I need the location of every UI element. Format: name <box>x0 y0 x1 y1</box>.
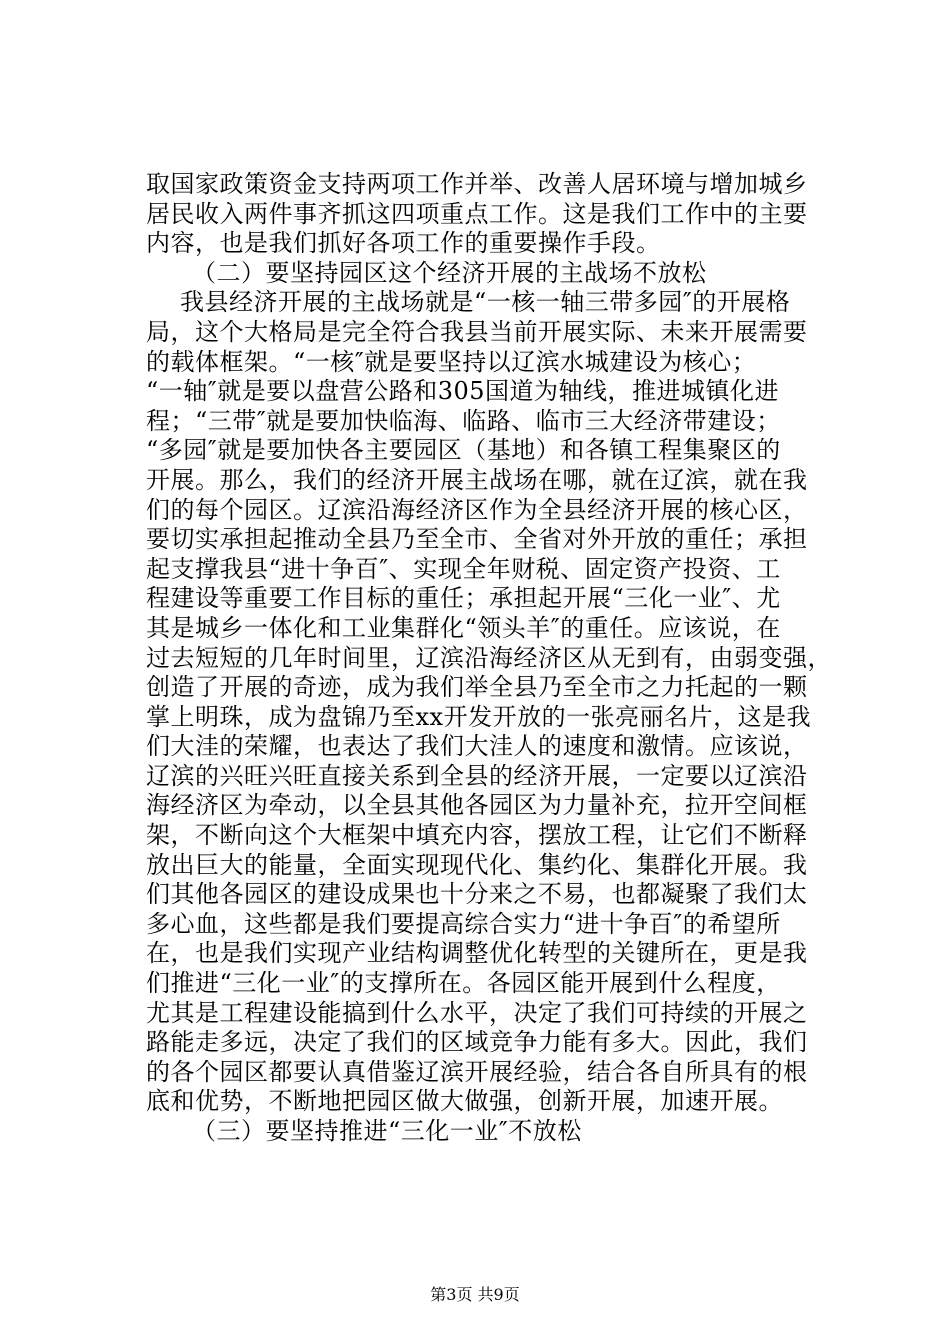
body-text-line: 取国家政策资金支持两项工作并举、改善人居环境与增加城乡 <box>146 170 808 198</box>
page-footer: 第3页 共9页 <box>430 1285 520 1304</box>
section-heading: （二）要坚持园区这个经济开展的主战场不放松 <box>192 258 707 287</box>
body-text-line: 在，也是我们实现产业结构调整优化转型的关键所在，更是我 <box>146 939 808 968</box>
body-text-line: 起支撑我县“进十争百″、实现全年财税、固定资产投资、工 <box>146 554 781 583</box>
body-text-line: 们大洼的荣耀，也表达了我们大洼人的速度和激情。应该说， <box>146 732 808 761</box>
body-text-line: “一轴″就是要以盘营公路和305国道为轴线，推进城镇化进 <box>146 377 780 406</box>
body-text-line: 掌上明珠，成为盘锦乃至xx开发开放的一张亮丽名片，这是我 <box>146 702 812 731</box>
body-text-line: 路能走多远，决定了我们的区域竞争力能有多大。因此，我们 <box>146 1028 808 1057</box>
body-text-line: 居民收入两件事齐抓这四项重点工作。这是我们工作中的主要 <box>146 199 808 228</box>
body-text-line: 放出巨大的能量，全面实现现代化、集约化、集群化开展。我 <box>146 850 808 879</box>
body-text-line: 架，不断向这个大框架中填充内容，摆放工程，让它们不断释 <box>146 821 808 850</box>
body-text-line: 过去短短的几年时间里，辽滨沿海经济区从无到有，由弱变强， <box>146 643 832 672</box>
body-text-line: 程；“三带″就是要加快临海、临路、临市三大经济带建设； <box>146 406 781 435</box>
body-text-line: 的各个园区都要认真借鉴辽滨开展经验，结合各自所具有的根 <box>146 1057 808 1086</box>
body-text-line: 海经济区为牵动，以全县其他各园区为力量补充，拉开空间框 <box>146 791 808 820</box>
body-text-line: 辽滨的兴旺兴旺直接关系到全县的经济开展，一定要以辽滨沿 <box>146 761 808 790</box>
body-text-line: 程建设等重要工作目标的重任；承担起开展“三化一业″、尤 <box>146 584 781 613</box>
body-text-line: 尤其是工程建设能搞到什么水平，决定了我们可持续的开展之 <box>146 998 808 1027</box>
body-text-line: “多园″就是要加快各主要园区（基地）和各镇工程集聚区的 <box>146 436 781 465</box>
section-heading: （三）要坚持推进“三化一业″不放松 <box>192 1117 582 1145</box>
body-text-line: 们的每个园区。辽滨沿海经济区作为全县经济开展的核心区， <box>146 495 808 524</box>
body-text-line: 我县经济开展的主战场就是“一核一轴三带多园″的开展格 <box>180 288 791 317</box>
document-body <box>146 170 842 1147</box>
body-text-line: 开展。那么，我们的经济开展主战场在哪，就在辽滨，就在我 <box>146 465 808 494</box>
body-text-line: 创造了开展的奇迹，成为我们举全县乃至全市之力托起的一颗 <box>146 673 808 702</box>
body-text-line: 们推进“三化一业″的支撑所在。各园区能开展到什么程度， <box>146 969 781 998</box>
body-text-line: 们其他各园区的建设成果也十分来之不易，也都凝聚了我们太 <box>146 880 808 909</box>
body-text-line: 多心血，这些都是我们要提高综合实力“进十争百″的希望所 <box>146 909 781 938</box>
body-text-line: 底和优势，不断地把园区做大做强，创新开展，加速开展。 <box>146 1087 783 1116</box>
body-text-line: 要切实承担起推动全县乃至全市、全省对外开放的重任；承担 <box>146 525 808 554</box>
body-text-line: 的载体框架。“一核″就是要坚持以辽滨水城建设为核心； <box>146 347 757 376</box>
body-text-line: 其是城乡一体化和工业集群化“领头羊″的重任。应该说，在 <box>146 613 781 642</box>
body-text-line: 内容，也是我们抓好各项工作的重要操作手段。 <box>146 229 661 258</box>
body-text-line: 局，这个大格局是完全符合我县当前开展实际、未来开展需要 <box>146 317 808 346</box>
